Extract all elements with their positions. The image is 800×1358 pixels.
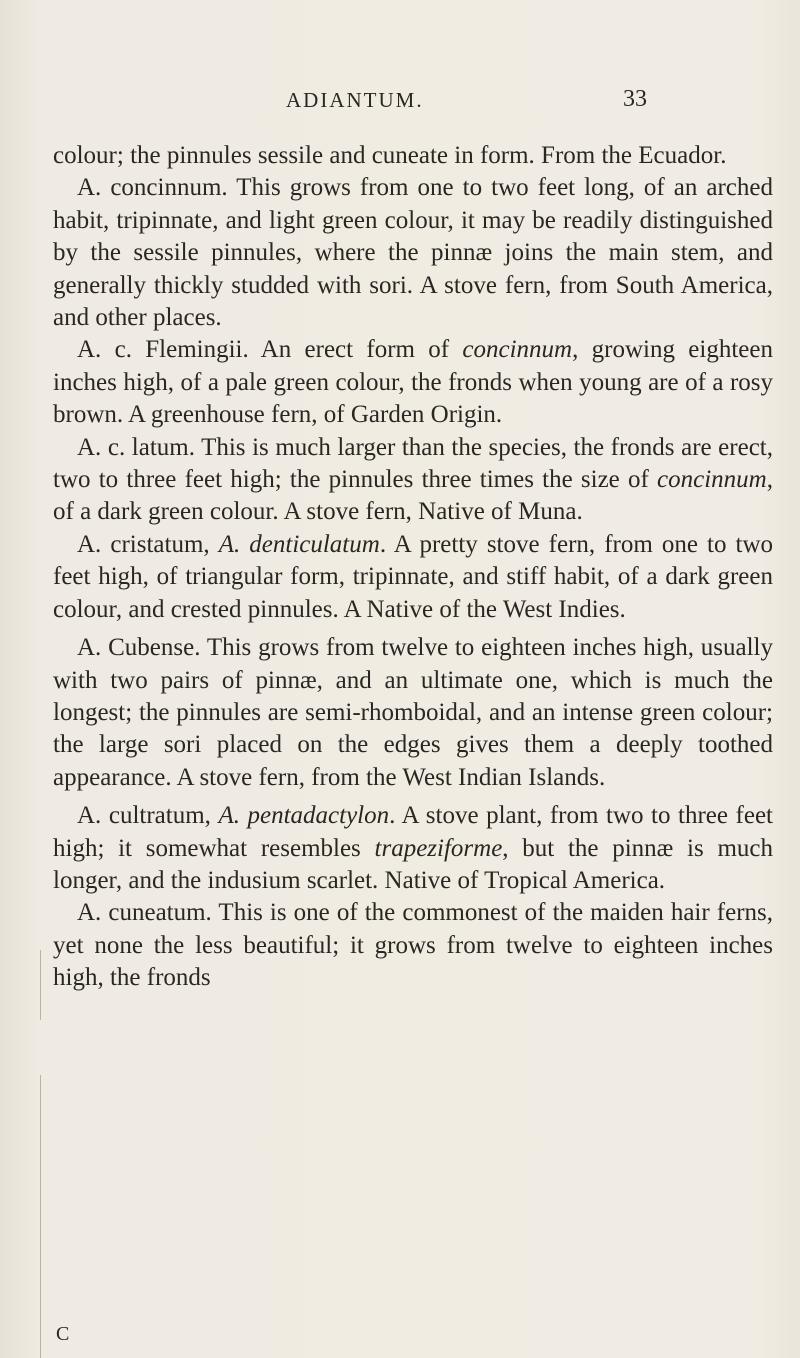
text-run: , but the pinnæ is much longer, and the indusium scarlet. Native of Tropical America. <box>53 834 773 894</box>
running-title: ADIANTUM. <box>286 88 424 112</box>
text-run: A. c. Flemingii. An erect form of <box>77 336 463 364</box>
body-text <box>53 140 773 995</box>
entry-cultratum <box>53 800 773 897</box>
text-run: A. concinnum. This grows from one to two feet long, of an arched habit, tripinnate, and light green colour, it may be readily distinguished by the sessile pinnules, where the pinnæ joins the main stem, and generally thickly studded with sori. A stove fern, from South America, and other places. <box>53 174 773 332</box>
entry-cristatum <box>53 529 773 626</box>
italic-run: concinnum <box>462 336 573 364</box>
text-run: A. Cubense. This grows from twelve to eighteen inches high, usually with two pairs of pinnæ, and an ultimate one, which is much the longest; the pinnules are semi-rhomboidal, and an intense green colour; the large sori placed on the edges gives them a deeply toothed appearance. A stove fern, from the West Indian Islands. <box>53 634 773 791</box>
italic-run: concinnum <box>657 466 767 494</box>
text-run: . A pretty stove fern, from one to two feet high, of triangular form, tripinnate, and stiff habit, of a dark green colour, and crested pinnules. A Native of the West Indies. <box>53 530 773 623</box>
italic-run: A. pentadactylon <box>218 802 390 830</box>
italic-run: trapeziforme <box>374 834 503 862</box>
entry-cuneatum <box>53 897 773 994</box>
binding-shadow <box>40 950 41 1020</box>
paragraph-continuation <box>53 140 773 172</box>
page-header <box>0 88 800 118</box>
entry-concinnum <box>53 172 773 334</box>
italic-run: A. denticulatum <box>218 530 380 558</box>
text-run: A. cultratum, <box>77 802 219 830</box>
text-run: A. cristatum, <box>77 530 219 558</box>
page-number: 33 <box>623 86 647 112</box>
signature-mark: C <box>56 1323 70 1345</box>
entry-concinnum-latum <box>53 432 773 529</box>
text-run: A. c. latum. This is much larger than the species, the fronds are erect, two to three feet high; the pinnules three times the size of <box>53 433 773 494</box>
text-run: , growing eighteen inches high, of a pale green colour, the fronds when young are of a rosy brown. A greenhouse fern, of Garden Origin. <box>53 336 773 429</box>
binding-shadow <box>40 1075 41 1358</box>
text-run: , of a dark green colour. A stove fern, Native of Muna. <box>53 466 773 526</box>
entry-concinnum-flemingii <box>53 334 773 431</box>
text-run: colour; the pinnules sessile and cuneate in form. From the Ecuador. <box>53 142 727 169</box>
text-run: . A stove plant, from two to three feet high; it somewhat resembles <box>53 802 773 862</box>
text-run: A. cuneatum. This is one of the commonest of the maiden hair ferns, yet none the less beautiful; it grows from twelve to eighteen inches high, the fronds <box>53 899 773 992</box>
entry-cubense <box>53 632 773 794</box>
